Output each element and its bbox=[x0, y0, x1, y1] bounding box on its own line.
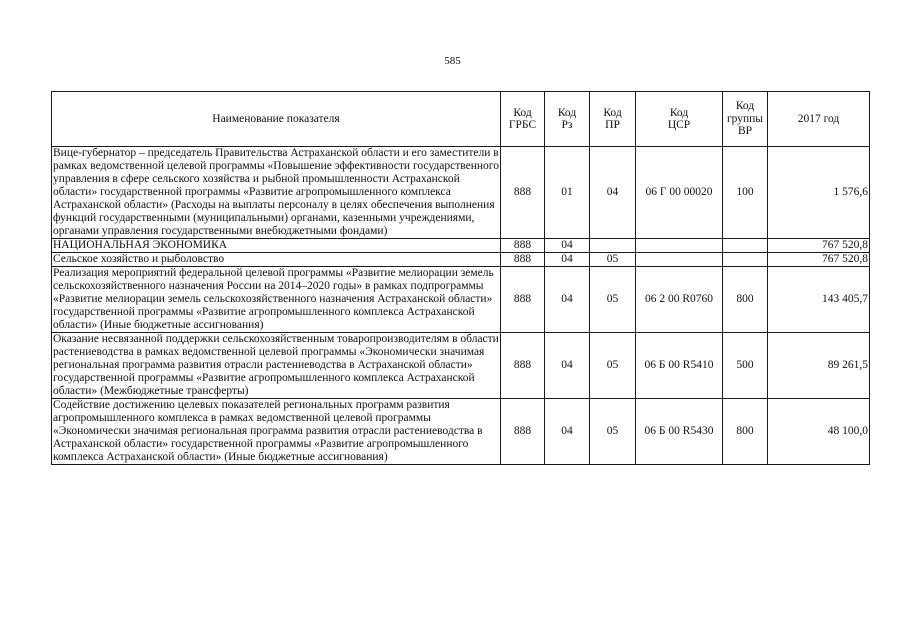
row-pr: 05 bbox=[590, 399, 636, 465]
row-grbs: 888 bbox=[501, 253, 545, 267]
header-grbs bbox=[501, 92, 545, 147]
row-csr bbox=[636, 239, 723, 253]
row-pr: 05 bbox=[590, 253, 636, 267]
header-csr-line2: ЦСР bbox=[667, 119, 691, 131]
page-number: 585 bbox=[444, 55, 461, 67]
row-rz: 04 bbox=[545, 253, 590, 267]
row-name: Вице-губернатор – председатель Правительства Астраханской области и его заместители в рамках ведомственной целевой программы «Повышение эффективности государственного управления в сфере сельского хозяйства и рыбной промышленности Астраханской области» государственной программы «Развитие агропромышленного комплекса Астраханской области» (Расходы на выплаты персоналу в целях обеспечения выполнения функций государственными (муниципальными) органами, казенными учреждениями, органами управления государственными внебюджетными фондами) bbox=[53, 147, 499, 237]
header-csr-line1: Код bbox=[669, 106, 689, 119]
row-vr: 500 bbox=[723, 333, 768, 399]
header-year-label: 2017 год bbox=[797, 112, 840, 125]
row-amount: 767 520,8 bbox=[768, 239, 870, 253]
header-pr-line2: ПР bbox=[605, 119, 620, 131]
row-csr: 06 Б 00 R5430 bbox=[636, 399, 723, 465]
row-grbs: 888 bbox=[501, 399, 545, 465]
row-name: Реализация мероприятий федеральной целевой программы «Развитие мелиорации земель сельскохозяйственного назначения России на 2014–2020 годы» в рамках подпрограммы «Развитие мелиорации земель сельскохозяйственного назначения Астраханской области» государственной программы «Развитие агропромышленного комплекса Астраханской области» (Иные бюджетные ассигнования) bbox=[52, 267, 501, 333]
row-amount: 143 405,7 bbox=[768, 267, 870, 333]
row-vr: 800 bbox=[723, 267, 768, 333]
row-pr: 04 bbox=[590, 147, 636, 239]
table-row bbox=[52, 147, 870, 239]
header-grbs-line1: Код bbox=[513, 106, 532, 119]
row-rz: 04 bbox=[545, 239, 590, 253]
row-vr bbox=[723, 253, 768, 267]
row-vr: 800 bbox=[723, 399, 768, 465]
row-grbs: 888 bbox=[501, 239, 545, 253]
row-name: Содействие достижению целевых показателей региональных программ развития агропромышленного комплекса в рамках ведомственной целевой программы «Экономически значимая региональная программа развития отрасли растениеводства в Астраханской области» государственной программы «Развитие агропромышленного комплекса Астраханской области» (Иные бюджетные ассигнования) bbox=[52, 399, 501, 465]
row-pr: 05 bbox=[590, 267, 636, 333]
header-vr bbox=[723, 92, 768, 147]
header-name bbox=[52, 92, 501, 147]
header-name-label: Наименование показателя bbox=[212, 112, 340, 125]
header-grbs-line2: ГРБС bbox=[508, 119, 537, 131]
row-amount: 89 261,5 bbox=[768, 333, 870, 399]
header-csr bbox=[636, 92, 723, 147]
table-row bbox=[52, 333, 870, 399]
header-rz-line2: Рз bbox=[561, 119, 573, 131]
row-name: НАЦИОНАЛЬНАЯ ЭКОНОМИКА bbox=[52, 239, 501, 253]
row-vr bbox=[723, 239, 768, 253]
table-row bbox=[52, 253, 870, 267]
row-rz: 04 bbox=[545, 267, 590, 333]
table-header-row bbox=[52, 92, 870, 147]
header-vr-line2: группы bbox=[726, 112, 764, 125]
header-rz bbox=[545, 92, 590, 147]
header-vr-line3: ВР bbox=[737, 125, 753, 138]
row-grbs: 888 bbox=[501, 147, 545, 239]
header-vr-line1: Код bbox=[735, 100, 755, 113]
row-name: Оказание несвязанной поддержки сельскохозяйственным товаропроизводителям в области растениеводства в рамках ведомственной целевой программы «Экономически значимая региональная программа развития отрасли растениеводства в Астраханской области» государственной программы «Развитие агропромышленного комплекса Астраханской области» (Межбюджетные трансферты) bbox=[53, 333, 499, 397]
row-grbs: 888 bbox=[501, 267, 545, 333]
table-row bbox=[52, 267, 870, 333]
row-rz: 04 bbox=[545, 333, 590, 399]
row-grbs: 888 bbox=[501, 333, 545, 399]
budget-table bbox=[51, 91, 870, 465]
table-row bbox=[52, 399, 870, 465]
header-pr-line1: Код bbox=[603, 106, 622, 119]
row-csr: 06 Г 00 00020 bbox=[636, 147, 723, 239]
row-rz: 01 bbox=[545, 147, 590, 239]
row-amount: 1 576,6 bbox=[768, 147, 870, 239]
row-csr bbox=[636, 253, 723, 267]
row-pr bbox=[590, 239, 636, 253]
row-name: Сельское хозяйство и рыболовство bbox=[52, 253, 501, 267]
row-pr: 05 bbox=[590, 333, 636, 399]
row-csr: 06 Б 00 R5410 bbox=[636, 333, 723, 399]
header-pr bbox=[590, 92, 636, 147]
row-csr: 06 2 00 R0760 bbox=[636, 267, 723, 333]
row-vr: 100 bbox=[723, 147, 768, 239]
row-amount: 767 520,8 bbox=[768, 253, 870, 267]
header-rz-line1: Код bbox=[557, 106, 577, 119]
header-year bbox=[768, 92, 870, 147]
row-rz: 04 bbox=[545, 399, 590, 465]
table-row bbox=[52, 239, 870, 253]
row-amount: 48 100,0 bbox=[768, 399, 870, 465]
